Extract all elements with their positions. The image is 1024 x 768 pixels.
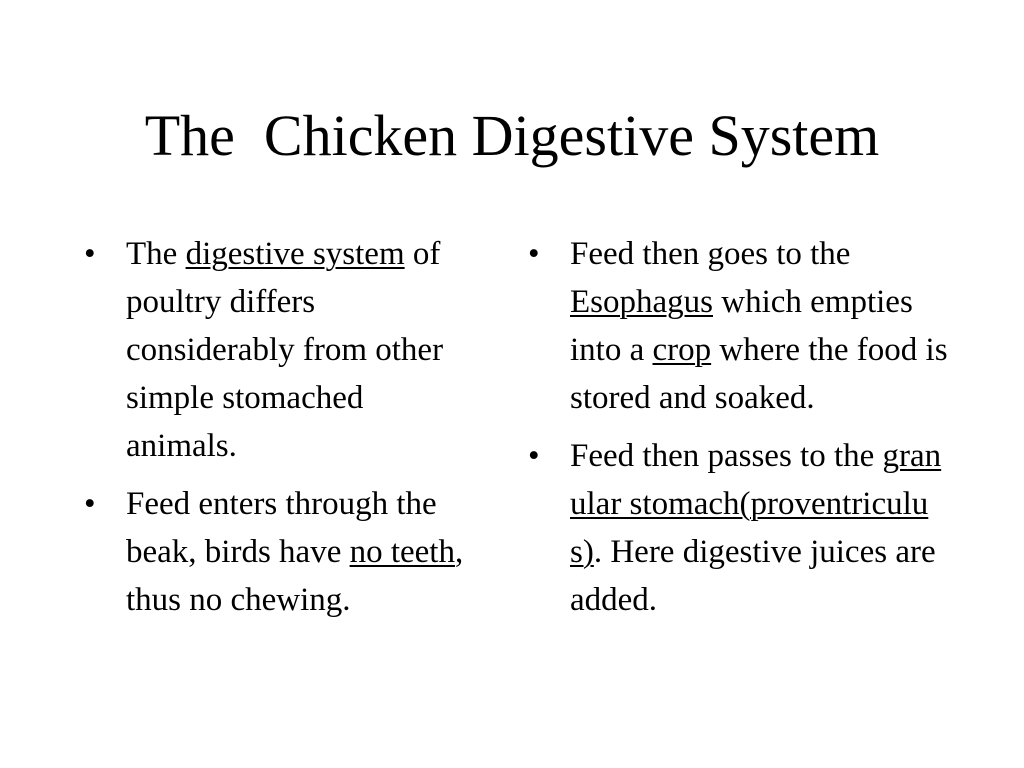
bullet-text: , thus no chewing. <box>126 534 464 618</box>
underlined-term: crop <box>652 332 712 368</box>
bullet-dot-icon: • <box>528 236 540 272</box>
underlined-term: no teeth <box>349 534 455 570</box>
left-column <box>84 230 474 634</box>
bullet-text: The <box>126 236 186 272</box>
bullet-item <box>84 480 474 624</box>
bullet-item <box>528 230 948 422</box>
underlined-term: digestive system <box>185 236 405 272</box>
right-column <box>528 230 948 634</box>
bullet-item <box>528 432 948 624</box>
slide-title: The Chicken Digestive System <box>144 103 880 168</box>
underlined-term: granular stomach(proventriculus) <box>570 438 942 570</box>
bullet-text: Feed then goes to the <box>570 236 851 272</box>
bullet-text: . Here digestive juices are added. <box>570 534 936 618</box>
bullet-dot-icon: • <box>84 486 96 522</box>
bullet-dot-icon: • <box>84 236 96 272</box>
bullet-text: which empties into a <box>570 284 913 368</box>
bullet-text: where the food is stored and soaked. <box>570 332 948 416</box>
underlined-term: Esophagus <box>570 284 713 320</box>
bullet-text: Feed then passes to the <box>570 438 883 474</box>
bullet-dot-icon: • <box>528 438 540 474</box>
bullet-text: of poultry differs considerably from other simple stomached animals. <box>126 236 444 464</box>
bullet-text: Feed enters through the beak, birds have <box>126 486 437 570</box>
bullet-item <box>84 230 474 470</box>
